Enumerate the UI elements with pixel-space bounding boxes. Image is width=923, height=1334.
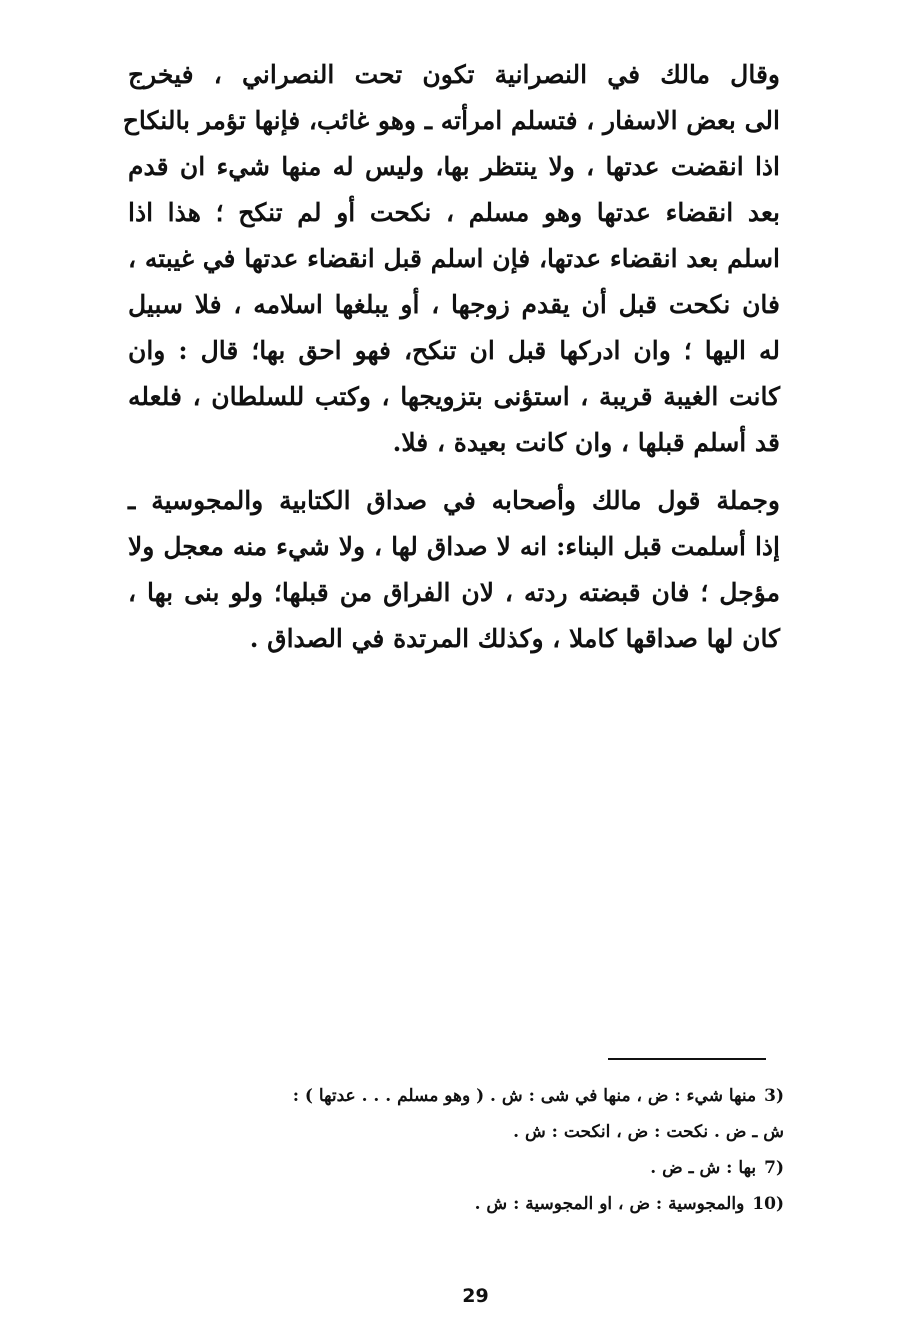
footnote — [120, 1150, 784, 1186]
text-line: كانت الغيبة قريبة ، استؤنى بتزويجها ، وكتب للسلطان ، فلعله — [128, 382, 780, 411]
text-line: وقال مالك في النصرانية تكون تحت النصراني ، فيخرج — [128, 60, 780, 89]
footnotes — [120, 1078, 784, 1222]
text-line: اذا انقضت عدتها ، ولا ينتظر بها، وليس له منها شيء ان قدم — [128, 152, 780, 181]
text-line: الى بعض الاسفار ، فتسلم امرأته ـ وهو غائب، فإنها تؤمر بالنكاح — [122, 106, 780, 135]
footnote-text: بها : ش ـ ض . — [650, 1158, 757, 1178]
text-line: له اليها ؛ وان ادركها قبل ان تنكح، فهو احق بها؛ قال : وان — [128, 336, 780, 365]
footnote-number: 3) — [764, 1086, 784, 1106]
text-line: بعد انقضاء عدتها وهو مسلم ، نكحت أو لم تنكح ؛ هذا اذا — [128, 198, 780, 227]
text-line: كان لها صداقها كاملا ، وكذلك المرتدة في الصداق . — [249, 624, 780, 653]
footnote-text: ش ـ ض . نكحت : ض ، انكحت : ش . — [513, 1122, 784, 1142]
footnote-number: 10) — [752, 1194, 784, 1214]
footnote-divider — [608, 1058, 766, 1060]
footnote-continuation — [120, 1114, 784, 1150]
text-line: إذا أسلمت قبل البناء: انه لا صداق لها ، ولا شيء منه معجل ولا — [128, 532, 780, 561]
footnote-text: والمجوسية : ض ، او المجوسية : ش . — [474, 1194, 745, 1214]
text-line: اسلم بعد انقضاء عدتها، فإن اسلم قبل انقضاء عدتها في غيبته ، — [128, 244, 780, 273]
footnote-text: منها شيء : ض ، منها في شى : ش . ( وهو مسلم . . . عدتها ) : — [292, 1086, 757, 1106]
footnote-number: 7) — [764, 1158, 784, 1178]
text-line: وجملة قول مالك وأصحابه في صداق الكتابية والمجوسية ـ — [128, 486, 780, 515]
footnote — [120, 1078, 784, 1114]
text-line: مؤجل ؛ فان قبضته ردته ، لان الفراق من قبلها؛ ولو بنى بها ، — [128, 578, 780, 607]
footnote — [120, 1186, 784, 1222]
paragraph-1 — [122, 52, 780, 466]
main-text — [122, 52, 780, 662]
paragraph-2 — [128, 478, 780, 662]
page-number: 29 — [462, 1285, 489, 1307]
text-line: فان نكحت قبل أن يقدم زوجها ، أو يبلغها اسلامه ، فلا سبيل — [128, 290, 780, 319]
text-line: قد أسلم قبلها ، وان كانت بعيدة ، فلا. — [392, 428, 780, 457]
